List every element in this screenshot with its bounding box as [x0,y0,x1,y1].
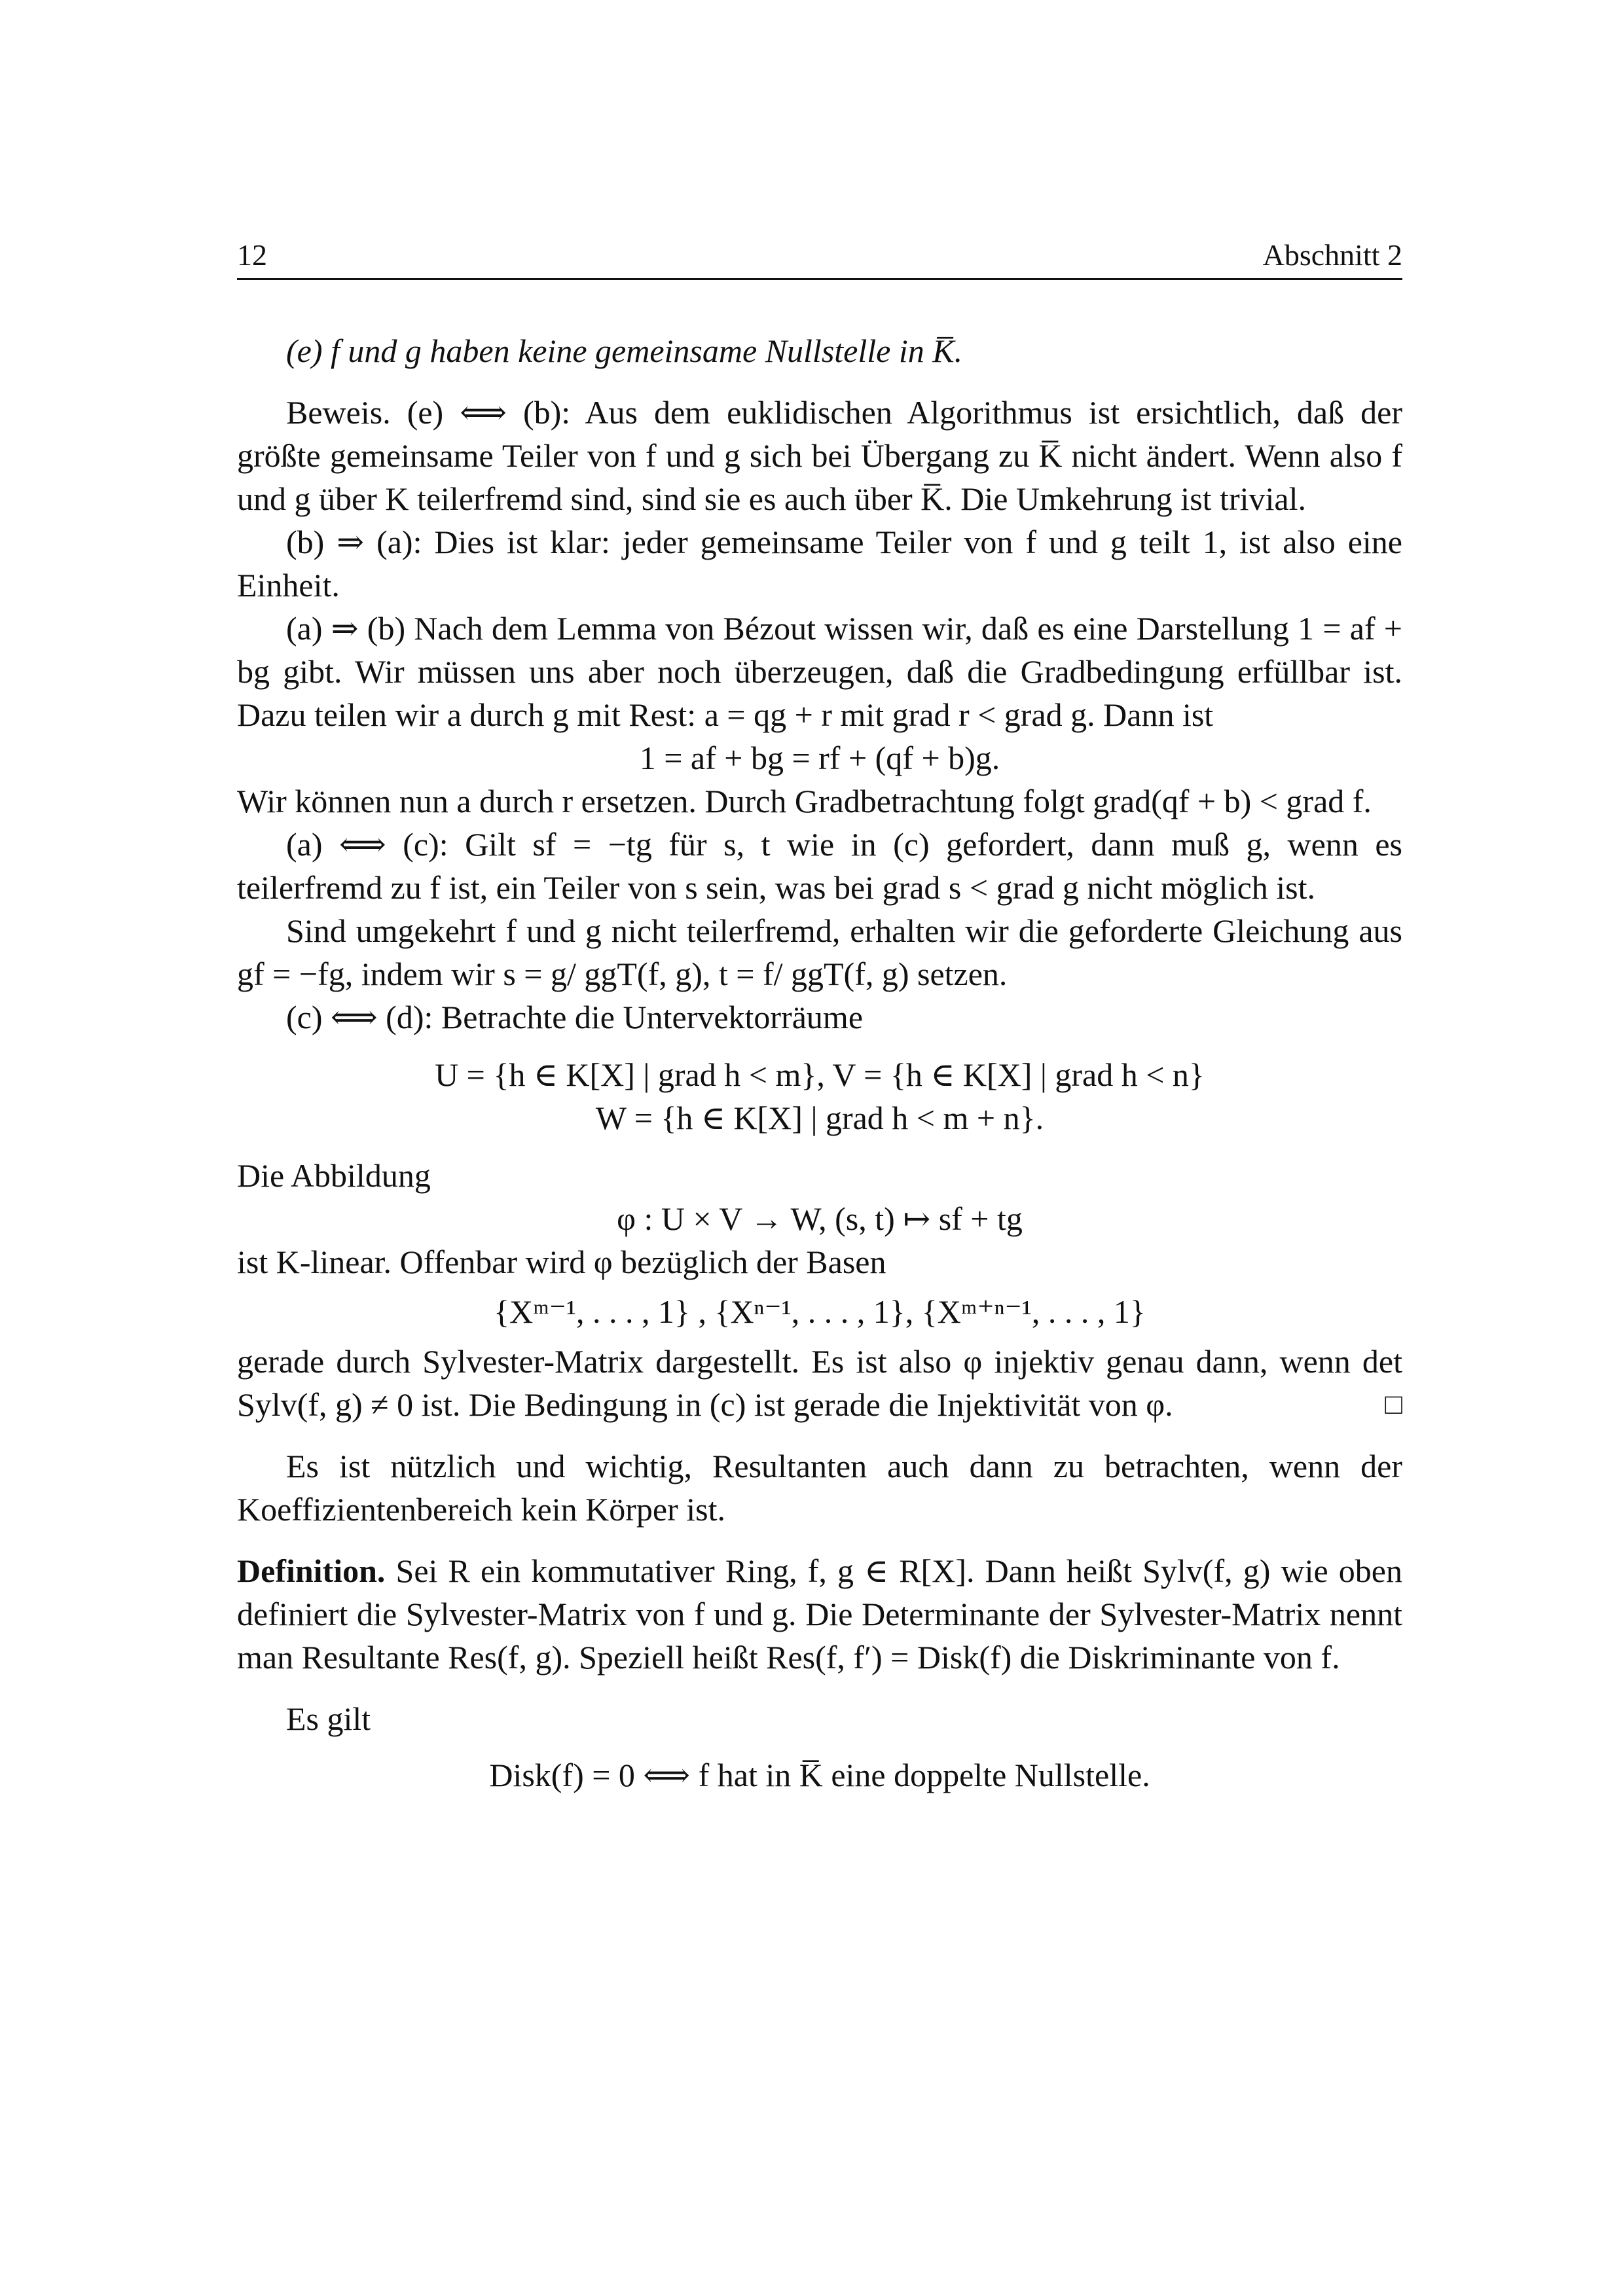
proof-a-c: (a) ⟺ (c): Gilt sf = −tg für s, t wie in (c) gefordert, dann muß g, wenn es teilerfremd zu f ist, ein Teiler von s sein, was bei grad s < grad g nicht möglich ist. [237,826,1402,906]
replace-text: Wir können nun a durch r ersetzen. Durch Gradbetrachtung folgt grad(qf + b) < grad f. [237,783,1372,819]
section-title: Abschnitt 2 [1262,238,1402,272]
abbildung-label: Die Abbildung [237,1157,431,1194]
page-number: 12 [237,238,267,272]
proof-converse: Sind umgekehrt f und g nicht teilerfremd, erhalten wir die geforderte Gleichung aus gf = −fg, indem wir s = g/ ggT(f, g), t = f/ ggT(f, g) setzen. [237,912,1402,992]
sylvester-text: gerade durch Sylvester-Matrix dargestellt. Es ist also φ injektiv genau dann, wenn det Sylv(f, g) ≠ 0 ist. Die Bedingung in (c) ist gerade die Injektivität von φ. [237,1343,1402,1423]
page-header [237,232,1402,280]
proof-a-b: (a) ⇒ (b) Nach dem Lemma von Bézout wissen wir, daß es eine Darstellung 1 = af + bg gibt. Wir müssen uns aber noch überzeugen, daß die Gradbedingung erfüllbar ist. Dazu teilen wir a durch g mit Rest: a = qg + r mit grad r < grad g. Dann ist [237,610,1402,733]
equation-bezout: 1 = af + bg = rf + (qf + b)g. [639,740,1000,776]
proof-c-d: (c) ⟺ (d): Betrachte die Untervektorräume [286,999,864,1035]
sylvester-paragraph [237,1340,1402,1426]
item-e: (e) f und g haben keine gemeinsame Nullstelle in K̅. [286,332,963,369]
nuetzlich-paragraph: Es ist nützlich und wichtig, Resultanten auch dann zu betrachten, wenn der Koeffizientenbereich kein Körper ist. [237,1448,1402,1528]
qed-symbol: □ [1385,1388,1402,1420]
definition-paragraph [237,1549,1402,1679]
proof-e-b: Beweis. (e) ⟺ (b): Aus dem euklidischen Algorithmus ist ersichtlich, daß der größte gemeinsame Teiler von f und g sich bei Übergang zu K̅ nicht ändert. Wenn also f und g über K teilerfremd sind, sind sie es auch über K̅. Die Umkehrung ist trivial. [237,394,1402,517]
definition-text: Sei R ein kommutativer Ring, f, g ∈ R[X]. Dann heißt Sylv(f, g) wie oben definiert die Sylvester-Matrix von f und g. Die Determinante der Sylvester-Matrix nennt man Resultante Res(f, g). Speziell heißt Res(f, f′) = Disk(f) die Diskriminante von f. [237,1552,1402,1676]
linear-text: ist K-linear. Offenbar wird φ bezüglich der Basen [237,1244,886,1280]
equation-w: W = {h ∈ K[X] | grad h < m + n}. [595,1100,1044,1136]
es-gilt: Es gilt [286,1700,371,1737]
equation-basen: {Xᵐ⁻¹, . . . , 1} , {Xⁿ⁻¹, . . . , 1}, {Xᵐ⁺ⁿ⁻¹, . . . , 1} [494,1293,1146,1330]
equation-uv: U = {h ∈ K[X] | grad h < m}, V = {h ∈ K[X] | grad h < n} [435,1056,1205,1093]
equation-phi: φ : U × V → W, (s, t) ↦ sf + tg [617,1200,1023,1237]
page-body [237,329,1402,1797]
proof-b-a: (b) ⇒ (a): Dies ist klar: jeder gemeinsame Teiler von f und g teilt 1, ist also eine Einheit. [237,524,1402,603]
definition-label: Definition. [237,1552,386,1589]
equation-disk: Disk(f) = 0 ⟺ f hat in K̅ eine doppelte Nullstelle. [489,1757,1150,1793]
